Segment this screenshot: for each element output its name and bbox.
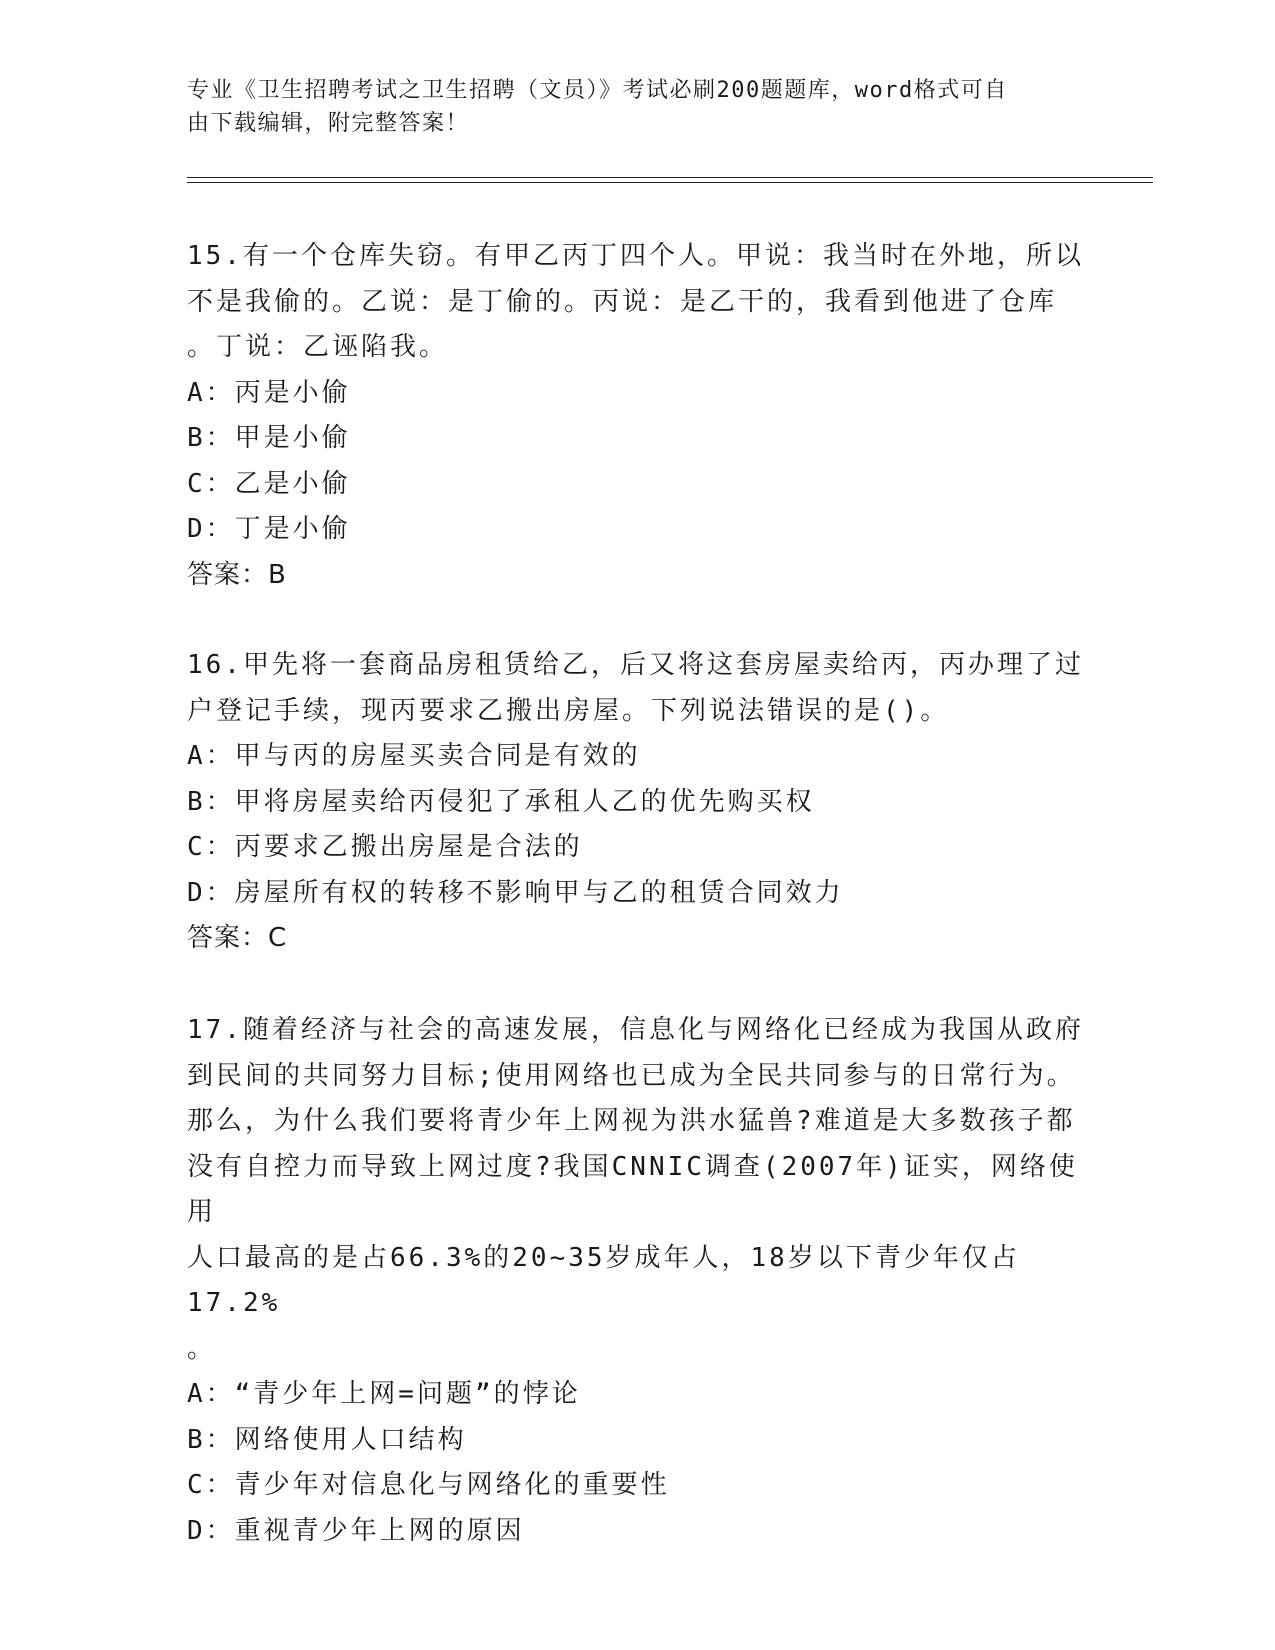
question-stem-line: 15.有一个仓库失窃。有甲乙丙丁四个人。甲说：我当时在外地，所以 [187, 241, 1084, 271]
option-key: C： [187, 468, 235, 499]
option-text: 甲将房屋卖给丙侵犯了承租人乙的优先购买权 [234, 786, 815, 817]
option-text: “青少年上网=问题”的悖论 [234, 1379, 581, 1409]
option-key: D： [187, 514, 235, 544]
answer-label: 答案：C [187, 923, 288, 953]
question-stem-line: 那么，为什么我们要将青少年上网视为洪水猛兽?难道是大多数孩子都 [187, 1106, 1076, 1136]
option-key: B： [187, 1424, 235, 1455]
option-text: 丁是小偷 [234, 514, 351, 544]
question-stem-line: 。 [187, 1333, 217, 1364]
question-stem-line: 17.随着经济与社会的高速发展，信息化与网络化已经成为我国从政府 [187, 1015, 1084, 1045]
option-key: B： [187, 786, 235, 817]
option-key: C： [187, 1470, 235, 1500]
option-a [187, 371, 1087, 417]
question-stem-line: 没有自控力而导致上网过度?我国CNNIC调查(2007年)证实，网络使用 [187, 1151, 1078, 1227]
option-text: 甲是小偷 [234, 423, 351, 453]
option-b [187, 780, 1087, 826]
question-stem-line: 户登记手续，现丙要求乙搬出房屋。下列说法错误的是()。 [187, 695, 950, 726]
option-text: 甲与丙的房屋买卖合同是有效的 [234, 741, 641, 771]
option-key: A： [187, 741, 235, 771]
header-divider-bottom [187, 182, 1153, 183]
option-key: A： [187, 1379, 235, 1409]
question-stem-line: 不是我偷的。乙说：是丁偷的。丙说：是乙干的，我看到他进了仓库 [187, 286, 1058, 317]
option-key: D： [187, 1515, 235, 1546]
question-15 [187, 234, 1087, 598]
option-key: A： [187, 377, 235, 408]
question-stem-line: 人口最高的是占66.3%的20~35岁成年人，18岁以下青少年仅占17.2% [187, 1242, 1020, 1318]
option-key: C： [187, 832, 235, 862]
option-text: 丙要求乙搬出房屋是合法的 [234, 832, 583, 862]
option-text: 乙是小偷 [234, 468, 351, 499]
option-key: B： [187, 423, 235, 453]
option-text: 重视青少年上网的原因 [234, 1515, 525, 1546]
document-header [187, 74, 1087, 140]
option-c [187, 825, 1087, 871]
option-key: D： [187, 877, 235, 908]
option-b [187, 1418, 1087, 1464]
question-stem-line: 。丁说：乙诬陷我。 [187, 332, 449, 362]
option-c [187, 462, 1087, 508]
question-stem-line: 16.甲先将一套商品房租赁给乙，后又将这套房屋卖给丙，丙办理了过 [187, 650, 1084, 680]
option-text: 青少年对信息化与网络化的重要性 [234, 1470, 670, 1500]
option-d [187, 1509, 1087, 1555]
header-line-2: 由下载编辑，附完整答案！ [187, 111, 470, 136]
option-d [187, 507, 1087, 553]
option-text: 房屋所有权的转移不影响甲与乙的租赁合同效力 [234, 877, 844, 908]
question-16 [187, 643, 1087, 962]
question-17 [187, 1008, 1087, 1554]
option-text: 丙是小偷 [234, 377, 351, 408]
option-c [187, 1463, 1087, 1509]
option-text: 网络使用人口结构 [234, 1424, 467, 1455]
header-line-1: 专业《卫生招聘考试之卫生招聘（文员）》考试必刷200题题库，word格式可自 [187, 78, 1008, 103]
option-a [187, 1372, 1087, 1418]
option-a [187, 734, 1087, 780]
question-stem-line: 到民间的共同努力目标;使用网络也已成为全民共同参与的日常行为。 [187, 1060, 1076, 1091]
option-d [187, 871, 1087, 917]
answer-label: 答案：B [187, 559, 287, 590]
option-b [187, 416, 1087, 462]
header-divider-top [187, 177, 1153, 178]
